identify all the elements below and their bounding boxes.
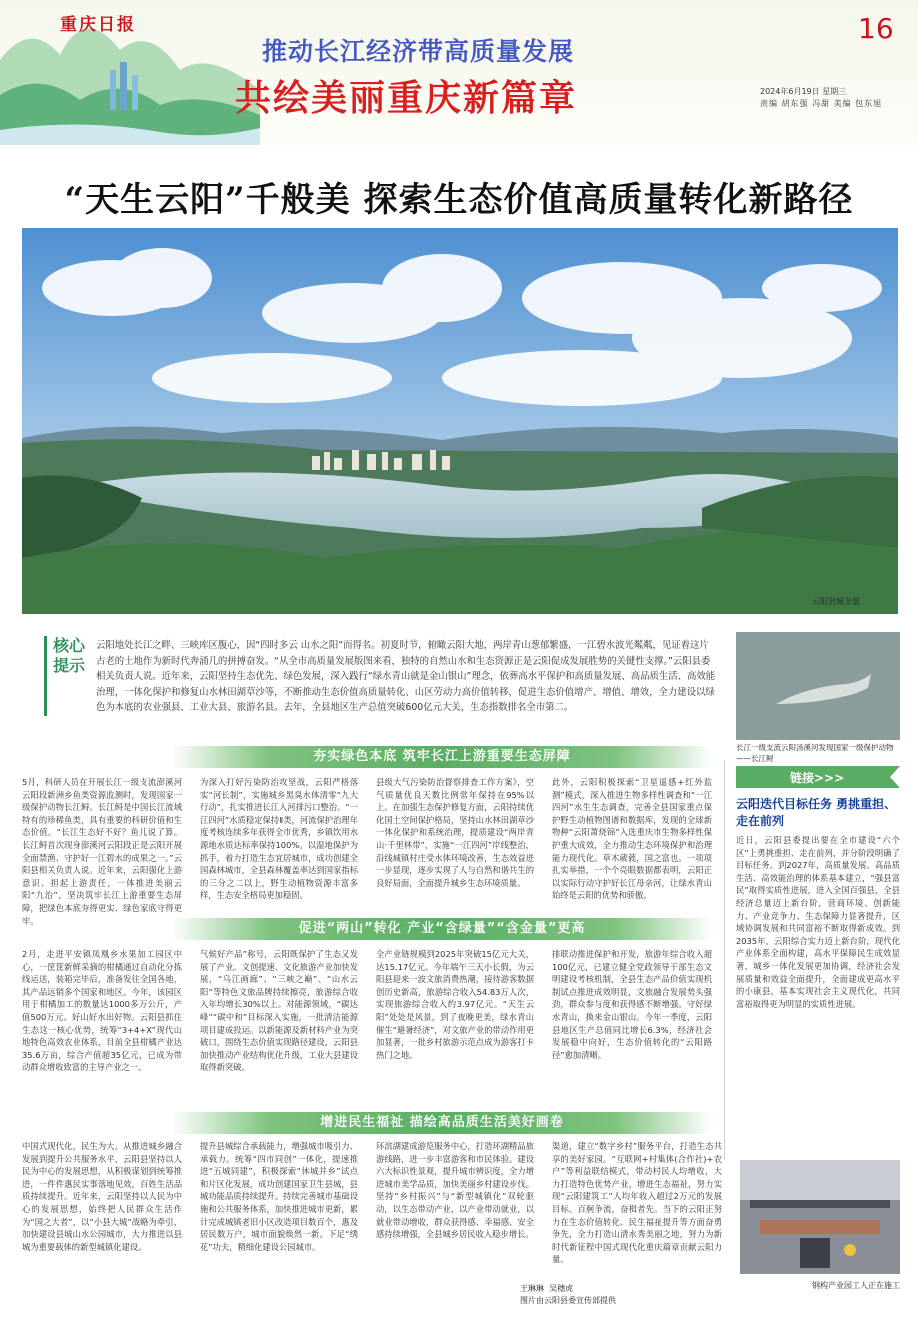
- bottom-photo-caption: 钢构产业园工人正在施工: [812, 1281, 900, 1290]
- article-column: 排联动推进保护和开发，旅游年综合收入超100亿元，已建立健全党政领导干部生态文明建设考核机制，全县生态产品价值实现机制试点推进成效明显，文旅融合发展势头强劲，群众参与度和获得感不断增强。守好绿水青山，换来金山银山。今年一季度，云阳县地区生产总值同比增长6.3%，经济社会发展稳中向好，生态价值转化的“云阳路径”愈加清晰。: [552, 949, 712, 1060]
- page-number: 16: [858, 12, 894, 45]
- article-column: 全产业链规模到2025年突破15亿元大关，达15.17亿元。今年端午三天小长假，为云阳县迎来一波文旅消费热潮，接待游客数据创历史新高，旅游综合收入54.83万人次，实现旅游综合收入约3.97亿元。“天生云阳”处处是风景，到了夜晚更美，绿水青山催生“避暑经济”，对文旅产业的带动作用更加显著，一批乡村旅游示范点成为游客打卡热门之地。: [376, 949, 534, 1060]
- editor-credits: 责编 胡东强 冯甜 美编 包东旭: [760, 99, 883, 108]
- core-summary-label: 核心提示: [44, 636, 88, 716]
- link-text: 近日，云阳县委提出要在全市建设“六个区”上勇挑重担、走在前列，并分阶段明确了目标任务。到2027年，高质量发展、高品质生活、高效能治理的体系基本建立，“强县富民”取得实质性进展，进入全国百强县，全县经济总量迈上新台阶，营商环境、创新能力、产业竞争力、生态保障力显著提升，区域协调发展和共同富裕不断取得新成效。到2035年，云阳综合实力迈上新台阶，现代化产业体系全面构建，高水平保障民生成效显著，城乡一体化发展更加协调，经济社会发展质量和效益全面提升，全面建成更高水平的小康县，基本实现社会主义现代化，共同富裕取得更为明显的实质性进展。: [736, 835, 900, 1009]
- article-column: 气候好产品”称号，云阳既保护了生态又发展了产业。文创提速、文化旅游产业加快发展，“乌江画廊”、“三峡之巅”、“山水云阳”等特色文旅品牌持续擦亮，旅游综合收入年均增长30%以上。对能源领域，“碳达峰”“碳中和”目标深入实施，一批清洁能源项目建成投运。以新能源及新材料产业为突破口，围绕生态价值实现路径建设，云阳县加快推动产业结构优化升级，工业大县建设取得新突破。: [200, 949, 358, 1073]
- newspaper-logo: 重庆日报: [60, 15, 136, 35]
- link-title: 云阳迭代目标任务 勇挑重担、走在前列: [736, 797, 897, 828]
- link-header: [736, 766, 900, 788]
- link-label: 链接>>>: [790, 771, 845, 785]
- article-column: 为深入打好污染防治攻坚战，云阳严格落实“河长制”，实施城乡黑臭水体清零“九大行动”，扎实推进长江入河排污口整治。“一江四河”水质稳定保持Ⅱ类，河流保护治理年度考核连续多年获得全市优秀，乡镇饮用水源地水质达标率保持100%。以湿地保护为抓手，着力打造生态宜居城市，成功创建全国森林城市，全县森林覆盖率达到国家指标的三分之二以上，野生动植物资源丰富多样，生态安全格局更加稳固。: [200, 777, 358, 901]
- section-banner-green: 增进民生福祉 描绘高品质生活美好画卷: [172, 1112, 712, 1134]
- section-kicker: 推动长江经济带高质量发展: [262, 37, 575, 66]
- article-column: 县级大气污染防治督察排查工作方案》，空气质量优良天数比例常年保持在95%以上。在加强生态保护修复方面，云阳持续优化国土空间保护格局，坚持山水林田湖草沙一体化保护和系统治理，提质建设“两岸青山·千里林带”，实施“一江四河”岸线整治，沿线城镇村庄受水体环境改善，生态效益进一步显现，逐步实现了人与自然和谐共生的良好局面，全面提升城乡生态环境质量。: [376, 777, 534, 888]
- landscape-illustration: [22, 228, 898, 614]
- fish-illustration: [736, 632, 900, 740]
- factory-photo: [740, 1160, 900, 1274]
- dateline: 2024年6月19日 星期三: [760, 87, 847, 96]
- article-column: 此外，云阳积极探索“卫星遥感+红外监测”模式，深入推进生物多样性调查和“一江四河”水生生态调查，完善全县国家重点保护野生动植物图谱和数据库，发现的全球新物种“云阳萧烧锦”入选重庆市生物多样性保护重大成效，全力推动生态环境保护和治理能力现代化。草木葳蕤，国之富也。一项项扎实举措，一个个亮眼数据都表明，云阳正以实际行动守护好长江母亲河，让绿水青山始终是云阳的优势和骄傲。: [552, 777, 712, 901]
- article-column: 环滨湖建成游览服务中心，打造环湖精品旅游线路，进一步丰富游客和市民体验。建设六大标识性景观，提升城市辨识度，全力增进城市美学品质，加快美丽乡村建设步伐。坚持“乡村振兴”与“新型城镇化”双轮驱动，以生态带动产业，以产业带动就业，以就业带动增收，群众获得感、幸福感、安全感持续增强，全县城乡居民收入稳步增长。: [376, 1141, 534, 1240]
- factory-illustration: [740, 1160, 900, 1274]
- side-photo-caption: 长江一级支流云阳汤溪河发现国家一级保护动物——长江鲟: [736, 743, 894, 763]
- article-column: 5月，科研人员在开展长江一级支流澎溪河云阳段新洲乡鱼类资源监测时，发现国家一级保护动物长江鲟。长江鲟是中国长江流域特有的珍稀鱼类，具有重要的科研价值和生态价值。“长江生态好不好？鱼儿说了算。长江鲟首次现身澎溪河云阳段正是云阳开展全面禁渔、守护好一江碧水的成果之一。”云阳县相关负责人说。近年来，云阳强化上游意识、担起上游责任，一体推进美丽云阳“九治”，坚决筑牢长江上游重要生态屏障，把绿色本底夯得更实、绿色家底守得更牢。: [22, 777, 182, 926]
- photo-caption: 云阳县城全景: [812, 597, 860, 606]
- page-header: [0, 0, 918, 145]
- section-banner-green: 促进“两山”转化 产业“含绿量”“含金量”更高: [172, 918, 712, 940]
- section-headline: 共绘美丽重庆新篇章: [235, 78, 578, 119]
- article-column: 2月，走进平安镇凤凰乡水果加工园区中心，一筐筐新鲜采摘的柑橘通过自动化分拣线运送，装箱完毕后，准备发往全国各地，其产品远销多个国家和地区。今年，该园区用于柑橘加工的数量达1000多万公斤，产值500万元。好山好水出好物。云阳县抓住生态这一核心优势，统筹“3+4+X”现代山地特色高效农业体系，目前全县柑橘产业达35.6万亩，综合产值超35亿元，已成为带动群众增收致富的主导产业之一。: [22, 949, 182, 1073]
- byline: 王琳琳 吴穗虎 图片由云阳县委宣传部提供: [520, 1284, 616, 1305]
- article-column: 中国式现代化，民生为大。从推进城乡融合发展到提升公共服务水平，云阳县坚持以人民为中心的发展思想，从积极谋划到统筹推进，一件件惠民实事落地见效，百姓生活品质持续提升。近年来，云阳坚持以人民为中心的发展思想，始终把人民群众生活作为“国之大者”，以“小县大城”战略为牵引，加快建设县城山水公园城市，大力推进以县城为重要载体的新型城镇化建设。: [22, 1141, 182, 1252]
- sturgeon-photo: [736, 632, 900, 740]
- article-column: 渠道，建立“数字乡村”服务平台，打造生态共享的美好家园。“互联网+村集体(合作社)+农户”等利益联结模式，带动村民人均增收，大力打造特色优势产业，增进生态福祉，努力实现“云阳建筑工”人均年收入超过2万元的发展目标。百舸争流，奋楫者先。当下的云阳正努力在生态价值转化、民生福祉提升等方面奋勇争先，全力打造山清水秀美丽之地，努力为新时代新征程中国式现代化重庆篇章贡献云阳力量。: [552, 1141, 722, 1265]
- section-banner-green: 夯实绿色本底 筑牢长江上游重要生态屏障: [172, 746, 712, 768]
- core-summary-text: 云阳地处长江之畔、三峡库区腹心，因“四时多云 山水之阳”而得名。初夏时节，俯瞰云阳大地，两岸青山葱郁繁盛，一江碧水波光粼粼，见证着这片古老的土地作为新时代奔涌几的拼搏奋发。“从全市高质量发展版图来看，独特的自然山水和生态资源正是云阳促成发展胜势的关键性支撑。”云阳县委相关负责人说。近年来，云阳坚持生态优先、绿色发展，深入践行“绿水青山就是金山银山”理念，依葬高水平保护和高质量发展、高品质生活、高效能治理，一体化保护和修复山水林田湖草沙等，不断推动生态价值高质量转化、山区劳动力高价值转移，促进生态价值增产、增值、增效，全力建设以绿色为本底的农业强县、工业大县、旅游名县。去年，全县地区生产总值突破600亿元大关，生态指数排名全市第二。: [96, 640, 716, 713]
- article-title: “天生云阳”千般美 探索生态价值高质量转化新路径: [64, 180, 854, 220]
- column-divider: [724, 760, 725, 1160]
- main-landscape-photo: [22, 228, 898, 614]
- article-column: 提升县城综合承载能力，增强城市吸引力、承载力。统筹“四市同创”一体化，提速推进“五城同建”，积极探索“休城并乡”试点和片区化发展，成功创建国家卫生县城，县城功能品质持续提升。持续完善城市基础设施和公共服务体系，加快推进城市更新，累计完成城镇老旧小区改造项目数百个，惠及居民数万户，城市面貌焕然一新。下足“绣花”功夫，精细化建设公园城市。: [200, 1141, 358, 1252]
